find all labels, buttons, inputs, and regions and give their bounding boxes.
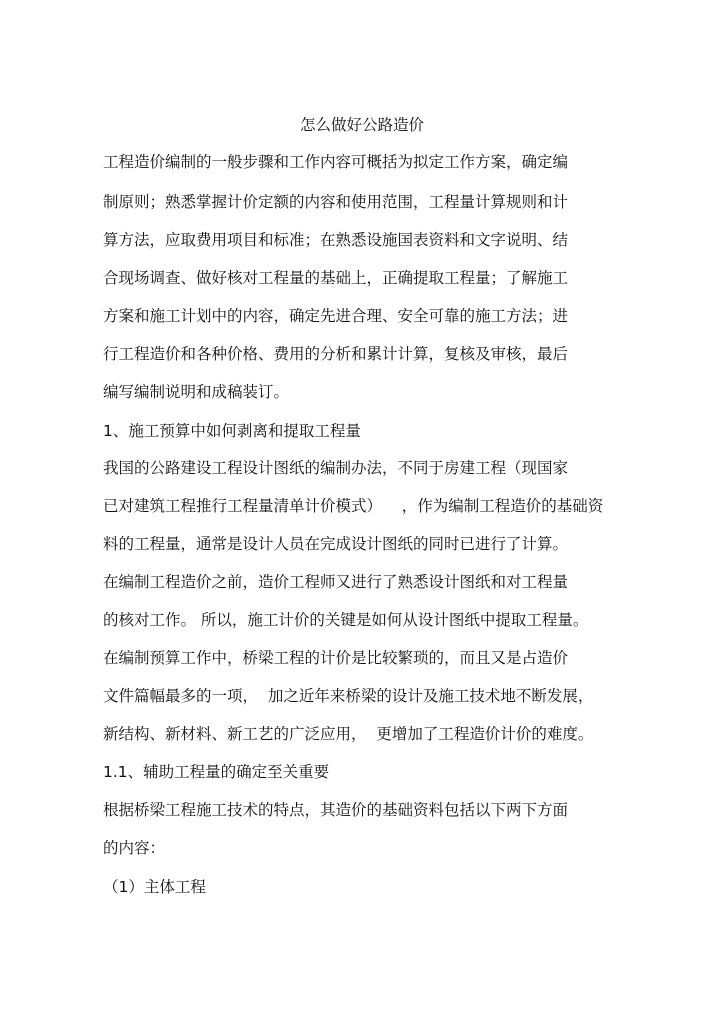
paragraph-line: 制原则；熟悉掌握计价定额的内容和使用范围，工程量计算规则和计 — [103, 193, 569, 211]
paragraph-line: 的核对工作。 所以，施工计价的关键是如何从设计图纸中提取工程量。 — [103, 611, 589, 629]
paragraph-line: 方案和施工计划中的内容，确定先进合理、安全可靠的施工方法；进 — [103, 307, 569, 325]
section-heading: 1.1、辅助工程量的确定至关重要 — [103, 763, 330, 781]
paragraph-line: 算方法，应取费用项目和标准；在熟悉设施国表资料和文字说明、结 — [103, 231, 569, 249]
paragraph-line: 料的工程量，通常是设计人员在完成设计图纸的同时已进行了计算。 — [103, 535, 569, 553]
paragraph-line: 行工程造价和各种价格、费用的分析和累计计算，复核及审核，最后 — [103, 345, 569, 363]
paragraph-line: 已对建筑工程推行工程量清单计价模式） ，作为编制工程造价的基础资 — [103, 497, 604, 515]
paragraph-line: 的内容： — [103, 839, 166, 857]
list-item: （1）主体工程 — [103, 878, 206, 896]
paragraph-line: 在编制预算工作中，桥梁工程的计价是比较繁琐的，而且又是占造价 — [103, 649, 569, 667]
paragraph-line: 合现场调查、做好核对工程量的基础上，正确提取工程量；了解施工 — [103, 269, 569, 287]
document-title: 怎么做好公路造价 — [299, 116, 424, 134]
paragraph-line: 新结构、新材料、新工艺的广泛应用， 更增加了工程造价计价的难度。 — [103, 725, 594, 743]
paragraph-line: 我国的公路建设工程设计图纸的编制办法，不同于房建工程（现国家 — [103, 459, 569, 477]
section-heading: 1、施工预算中如何剥离和提取工程量 — [103, 422, 361, 440]
paragraph-line: 工程造价编制的一般步骤和工作内容可概括为拟定工作方案，确定编 — [103, 153, 569, 171]
paragraph-line: 编写编制说明和成稿装订。 — [103, 383, 290, 401]
paragraph-line: 根据桥梁工程施工技术的特点，其造价的基础资料包括以下两下方面 — [103, 801, 569, 819]
paragraph-line: 文件篇幅最多的一项， 加之近年来桥梁的设计及施工技术地不断发展， — [103, 687, 594, 705]
paragraph-line: 在编制工程造价之前，造价工程师又进行了熟悉设计图纸和对工程量 — [103, 573, 569, 591]
